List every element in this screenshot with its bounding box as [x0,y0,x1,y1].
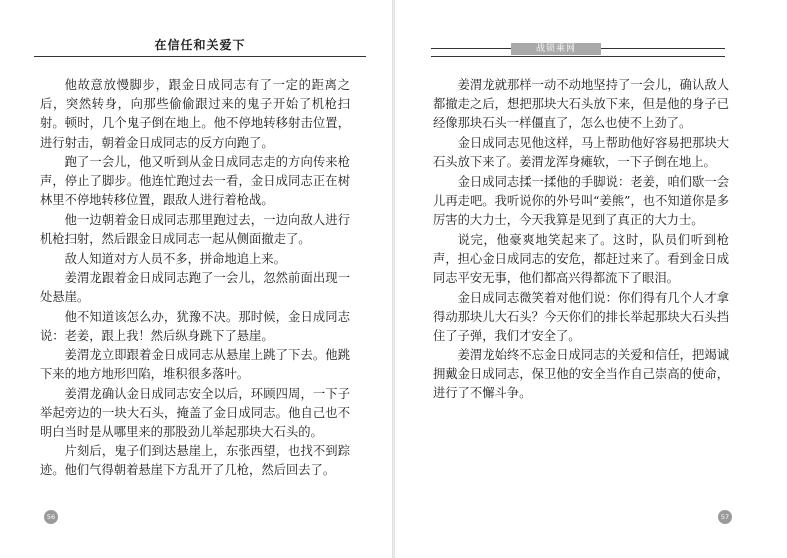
header-rule-right [431,56,725,57]
running-header-right: 战锁乘网 [511,43,601,55]
paragraph: 姜渭龙确认金日成同志安全以后，环顾四周，一下子举起旁边的一块大石头，掩盖了金日成同志。他自己也不明白当时是从哪里来的那股劲儿举起那块大石头的。 [40,387,350,440]
page-number-left: 56 [44,510,58,524]
right-page [395,0,787,558]
paragraph: 他故意放慢脚步，跟金日成同志有了一定的距离之后，突然转身，向那些偷偷跟过来的鬼子开始了机枪扫射。顿时，几个鬼子倒在地上。他不停地转移射击位置，进行射击，朝着金日成同志的反方向跑了。 [40,78,350,150]
left-page [0,0,392,558]
paragraph: 姜渭龙就那样一动不动地坚持了一会儿，确认敌人都撤走之后，想把那块大石头放下来，但是他的身子已经像那块石头一样僵直了，怎么也使不上劲了。 [433,78,729,131]
paragraph: 他不知道该怎么办，犹豫不决。那时候，金日成同志说：老姜，跟上我！然后纵身跳下了悬崖。 [40,310,350,344]
paragraph: 敌人知道对方人员不多，拼命地追上来。 [64,252,286,266]
paragraph: 片刻后，鬼子们到达悬崖上，东张西望，也找不到踪迹。他们气得朝着悬崖下方乱开了几枪，然后回去了。 [40,444,350,478]
running-header-left: 在信任和关爱下 [154,38,246,52]
paragraph: 姜渭龙跟着金日成同志跑了一会儿，忽然前面出现一处悬崖。 [40,271,350,305]
header-rule-segment [431,48,511,49]
paragraph: 姜渭龙立即跟着金日成同志从悬崖上跳了下去。他跳下来的地方地形凹陷，堆积很多落叶。 [40,348,350,382]
paragraph: 金日成同志见他这样，马上帮助他好容易把那块大石头放下来了。姜渭龙浑身瘫软，一下子倒在地上。 [433,136,729,170]
page-number-right: 57 [718,510,732,524]
paragraph: 金日成同志微笑着对他们说：你们得有几个人才拿得动那块儿大石头？今天你们的排长举起那块大石头挡住了子弹，我们才安全了。 [433,291,729,344]
paragraph: 他一边朝着金日成同志那里跑过去，一边向敌人进行机枪扫射，然后跟金日成同志一起从侧面撤走了。 [40,213,350,247]
paragraph: 金日成同志揉一揉他的手脚说：老姜，咱们歇一会儿再走吧。我听说你的外号叫“姜熊”，也不知道你是多厉害的大力士，今天我算是见到了真正的大力士。 [433,175,729,228]
paragraph: 说完，他豪爽地笑起来了。这时，队员们听到枪声，担心金日成同志的安危，都赶过来了。看到金日成同志平安无事，他们都高兴得都流下了眼泪。 [433,233,729,286]
paragraph: 跑了一会儿，他又听到从金日成同志走的方向传来枪声，停止了脚步。他连忙跑过去一看，金日成同志正在树林里不停地转移位置，跟敌人进行着枪战。 [40,155,350,208]
header-rule-left [34,56,366,57]
paragraph: 姜渭龙始终不忘金日成同志的关爱和信任，把竭诚拥戴金日成同志，保卫他的安全当作自己崇高的使命，进行了不懈斗争。 [433,348,729,401]
header-rule-segment [601,48,725,49]
